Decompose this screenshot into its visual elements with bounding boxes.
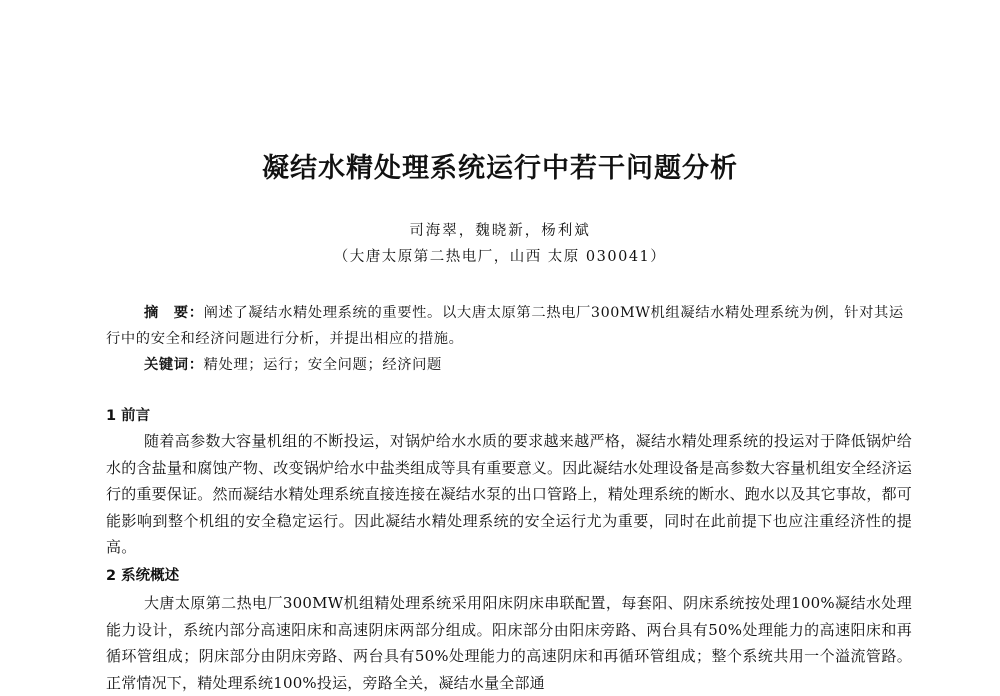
keywords <box>144 352 914 378</box>
section-heading-system-overview: 2 系统概述 <box>106 568 180 584</box>
author-list: 司海翠，魏晓新，杨利斌 <box>409 223 591 239</box>
abstract-text: 阐述了凝结水精处理系统的重要性。以大唐太原第二热电厂300MW机组凝结水精处理系统为例，针对其运行中的安全和经济问题进行分析，并提出相应的措施。 <box>106 305 904 347</box>
section-paragraph-system-overview: 大唐太原第二热电厂300MW机组精处理系统采用阳床阴床串联配置，每套阳、阴床系统按处理100%凝结水处理能力设计，系统内部分高速阳床和高速阴床两部分组成。阳床部分由阳床旁路、两台具有50%处理能力的高速阳床和再循环管组成；阴床部分由阴床旁路、两台具有50%处理能力的高速阴床和再循环管组成；整个系统共用一个溢流管路。正常情况下，精处理系统100%投运，旁路全关，凝结水量全部通 <box>106 594 912 692</box>
author-affiliation: （大唐太原第二热电厂，山西 太原 030041） <box>333 249 667 265</box>
keywords-label: 关键词： <box>144 357 204 373</box>
abstract <box>106 300 912 352</box>
section-heading-introduction: 1 前言 <box>106 408 151 424</box>
paper-title: 凝结水精处理系统运行中若干问题分析 <box>262 153 738 184</box>
abstract-label: 摘 要： <box>144 305 204 321</box>
keywords-text: 精处理；运行；安全问题；经济问题 <box>203 357 442 373</box>
section-paragraph-introduction: 随着高参数大容量机组的不断投运，对锅炉给水水质的要求越来越严格，凝结水精处理系统的投运对于降低锅炉给水的含盐量和腐蚀产物、改变锅炉给水中盐类组成等具有重要意义。因此凝结水处理设备是高参数大容量机组安全经济运行的重要保证。然而凝结水精处理系统直接连接在凝结水泵的出口管路上，精处理系统的断水、跑水以及其它事故，都可能影响到整个机组的安全稳定运行。因此凝结水精处理系统的安全运行尤为重要，同时在此前提下也应注重经济性的提高。 <box>106 432 912 556</box>
